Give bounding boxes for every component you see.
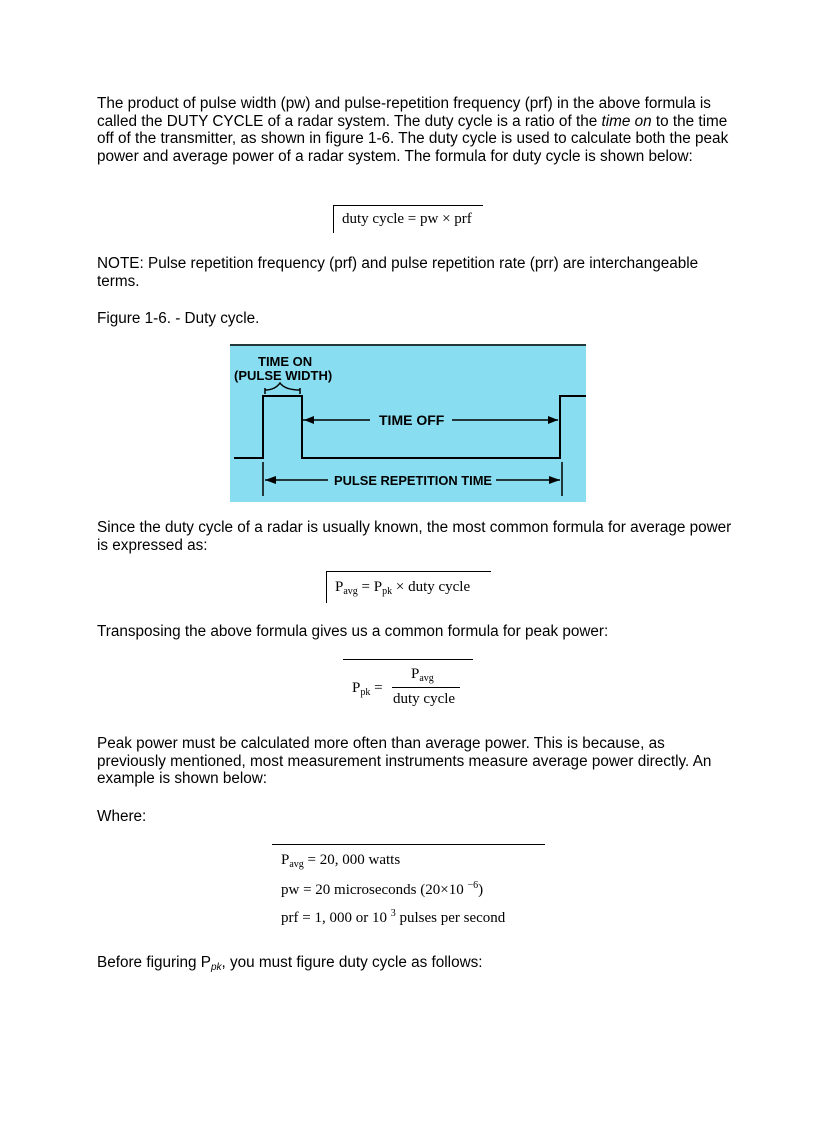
avg-formula-box-top <box>326 571 491 572</box>
example-line-avg: $P_{avg} = 20$, 000 watts <box>281 852 401 870</box>
peak-formula-box-top <box>343 659 473 660</box>
prt-arrowhead-left <box>265 476 276 484</box>
intro-emphasis: time on <box>601 112 652 130</box>
intro-text-2: to the time off of the transmitter, as shown in figure 1-6. The duty cycle is used to calculate both the peak power and average power of a radar system. The formula for duty cycle is shown below: <box>97 112 729 165</box>
duty-cycle-figure <box>230 344 586 502</box>
time-off-label: TIME OFF <box>379 412 445 428</box>
avg-formula-box-left <box>326 571 327 603</box>
note-paragraph: NOTE: Pulse repetition frequency (prf) and pulse repetition rate (prr) are interchangeable terms. <box>97 255 699 290</box>
figure-caption: Figure 1-6. - Duty cycle. <box>97 310 260 327</box>
duty-cycle-formula: duty cycle = pw × prf <box>342 211 472 227</box>
example-line-prf: prf = 1, 000 or 10 $^3$ pulses per second <box>281 908 506 926</box>
pulse-width-label: (PULSE WIDTH) <box>234 368 333 383</box>
peak-formula-lhs: $P_{pk}$ = <box>352 680 383 698</box>
time-on-brace <box>265 383 300 390</box>
intro-paragraph <box>97 95 737 165</box>
peak-formula-numerator: $P_{avg}$ <box>411 666 434 684</box>
prt-label: PULSE REPETITION TIME <box>334 473 493 488</box>
time-off-arrowhead-right <box>548 416 558 424</box>
peak-power-paragraph: Transposing the above formula gives us a common formula for peak power: <box>97 623 609 640</box>
time-on-label: TIME ON <box>258 354 313 369</box>
where-label: Where: <box>97 808 147 825</box>
peak-formula-denominator: duty cycle <box>393 691 456 707</box>
intro-text-1: The product of pulse width (pw) and pulse-repetition frequency (prf) in the above formula is called the DUTY CYCLE of a radar system. The duty cycle is a ratio of the <box>97 95 711 130</box>
example-box-top <box>272 844 545 845</box>
prt-arrowhead-right <box>549 476 560 484</box>
measurement-paragraph: Peak power must be calculated more often than average power. This is because, as previously mentioned, most measurement instruments measure average power directly. An example is shown below: <box>97 735 712 787</box>
duty-cycle-diagram <box>230 344 586 502</box>
peak-formula-fraction-bar <box>392 687 460 688</box>
example-line-pw: pw = 20 microseconds (20×10 $^{-6}$) <box>281 880 484 898</box>
avg-power-paragraph: Since the duty cycle of a radar is usually known, the most common formula for average power is expressed as: <box>97 519 732 554</box>
time-off-arrowhead-left <box>304 416 314 424</box>
formula-box-left <box>333 205 334 233</box>
avg-power-formula: $P_{avg} = P_{pk}$ × duty cycle <box>335 579 471 597</box>
formula-box-top <box>333 205 483 206</box>
final-paragraph: Before figuring Ppk, you must figure duty cycle as follows: <box>97 954 483 973</box>
